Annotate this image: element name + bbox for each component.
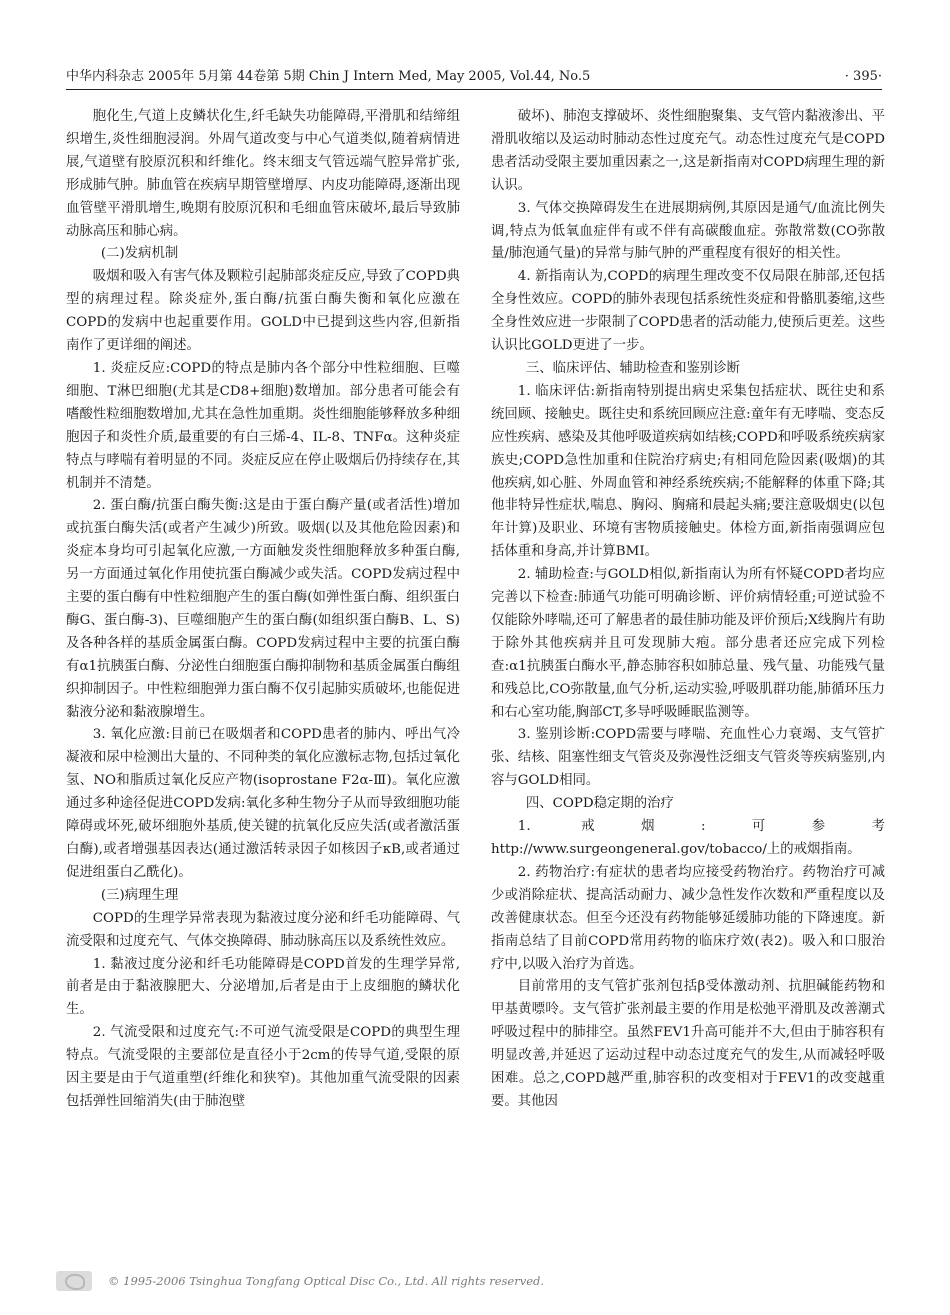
paragraph: 1. 炎症反应:COPD的特点是肺内各个部分中性粒细胞、巨噬细胞、T淋巴细胞(尤其是CD8+细胞)数增加。部分患者可能会有嗜酸性粒细胞数增加,尤其在急性加重期。炎性细胞能够释放多种细胞因子和炎性介质,最重要的有白三烯-4、IL-8、TNFα。这种炎症特点与哮喘有着明显的不同。炎症反应在停止吸烟后仍持续存在,其机制并不清楚。 xyxy=(66,360,460,491)
header-rule xyxy=(66,89,882,90)
paragraph: 4. 新指南认为,COPD的病理生理改变不仅局限在肺部,还包括全身性效应。COPD的肺外表现包括系统性炎症和骨骼肌萎缩,这些全身性效应进一步限制了COPD患者的活动能力,使预后更差。这些认识比GOLD更进了一步。 xyxy=(491,269,885,354)
paragraph: 3. 气体交换障碍发生在进展期病例,其原因是通气/血流比例失调,特点为低氧血症伴有或不伴有高碳酸血症。弥散常数(CO弥散量/肺泡通气量)的异常与肺气肿的严重程度有很好的相关性。 xyxy=(491,200,885,262)
section-heading: 三、临床评估、辅助检查和鉴别诊断 xyxy=(525,360,741,376)
paragraph: 2. 气流受限和过度充气:不可逆气流受限是COPD的典型生理特点。气流受限的主要部位是直径小于2cm的传导气道,受限的原因主要是由于气道重塑(纤维化和狭窄)。其他加重气流受限的因素包括弹性回缩消失(由于肺泡壁 xyxy=(66,1025,460,1109)
paragraph: 3. 鉴别诊断:COPD需要与哮喘、充血性心力衰竭、支气管扩张、结核、阻塞性细支气管炎及弥漫性泛细支气管炎等疾病鉴别,内容与GOLD相同。 xyxy=(491,727,885,789)
paragraph: 吸烟和吸入有害气体及颗粒引起肺部炎症反应,导致了COPD典型的病理过程。除炎症外,蛋白酶/抗蛋白酶失衡和氧化应激在COPD的发病中也起重要作用。GOLD中已提到这些内容,但新指南作了更详细的阐述。 xyxy=(66,269,460,354)
paragraph: 目前常用的支气管扩张剂包括β受体激动剂、抗胆碱能药物和甲基黄嘌呤。支气管扩张剂最主要的作用是松弛平滑肌及改善潮式呼吸过程中的肺排空。虽然FEV1升高可能并不大,但由于肺容积有明显改善,并延迟了运动过程中动态过度充气的发生,从而减轻呼吸困难。总之,COPD越严重,肺容积的改变相对于FEV1的改变越重要。其他因 xyxy=(491,979,885,1109)
paragraph: COPD的生理学异常表现为黏液过度分泌和纤毛功能障碍、气流受限和过度充气、气体交换障碍、肺动脉高压以及系统性效应。 xyxy=(66,910,460,949)
section-heading: (三)病理生理 xyxy=(100,887,179,903)
paragraph: 破坏)、肺泡支撑破坏、炎性细胞聚集、支气管内黏液渗出、平滑肌收缩以及运动时肺动态性过度充气。动态性过度充气是COPD患者活动受限主要加重因素之一,这是新指南对COPD病理生理的新认识。 xyxy=(491,109,885,193)
right-column xyxy=(491,106,885,1114)
paragraph: 1. 临床评估:新指南特别提出病史采集包括症状、既往史和系统回顾、接触史。既往史和系统回顾应注意:童年有无哮喘、变态反应性疾病、感染及其他呼吸道疾病如结核;COPD和呼吸系统疾病家族史;COPD急性加重和住院治疗病史;有相同危险因素(吸烟)的其他疾病,如心脏、外周血管和神经系统疾病;不能解释的体重下降;其他非特异性症状,喘息、胸闷、胸痛和晨起头痛;要注意吸烟史(以包年计算)及职业、环境有害物质接触史。体检方面,新指南强调应包括体重和身高,并计算BMI。 xyxy=(491,383,885,560)
journal-citation: 中华内科杂志 2005年 5月第 44卷第 5期 Chin J Intern Med, May 2005, Vol.44, No.5 xyxy=(66,69,591,84)
paragraph: 1. 戒烟:可参考 http://www.surgeongeneral.gov/tobacco/上的戒烟指南。 xyxy=(491,819,885,857)
paragraph: 2. 药物治疗:有症状的患者均应接受药物治疗。药物治疗可减少或消除症状、提高活动耐力、减少急性发作次数和严重程度以及改善健康状态。但至今还没有药物能够延缓肺功能的下降速度。新指南总结了目前COPD常用药物的临床疗效(表2)。吸入和口服治疗中,以吸入治疗为首选。 xyxy=(491,864,885,972)
paragraph: 3. 氧化应激:目前已在吸烟者和COPD患者的肺内、呼出气冷凝液和尿中检测出大量的、不同种类的氧化应激标志物,包括过氧化氢、NO和脂质过氧化反应产物(isoprostane F2α-Ⅲ)。氧化应激通过多种途径促进COPD发病:氧化多种生物分子从而导致细胞功能障碍或坏死,破坏细胞外基质,使关键的抗氧化反应失活(或者激活蛋白酶),或者增强基因表达(通过激活转录因子如核因子κB,或者通过促进组蛋白乙酰化)。 xyxy=(66,727,460,880)
section-heading: 四、COPD稳定期的治疗 xyxy=(525,796,674,812)
left-column xyxy=(66,106,460,1114)
paragraph: 胞化生,气道上皮鳞状化生,纤毛缺失功能障碍,平滑肌和结缔组织增生,炎性细胞浸润。外周气道改变与中心气道类似,随着病情进展,气道壁有胶原沉积和纤维化。终末细支气管远端气腔异常扩张,形成肺气肿。肺血管在疾病早期管壁增厚、内皮功能障碍,逐渐出现血管壁平滑肌增生,晚期有胶原沉积和毛细血管床破坏,最后导致肺动脉高压和肺心病。 xyxy=(66,109,460,239)
paragraph: 1. 黏液过度分泌和纤毛功能障碍是COPD首发的生理学异常,前者是由于黏液腺肥大、分泌增加,后者是由于上皮细胞的鳞状化生。 xyxy=(66,956,460,1018)
running-header xyxy=(66,66,882,88)
paragraph: 2. 蛋白酶/抗蛋白酶失衡:这是由于蛋白酶产量(或者活性)增加或抗蛋白酶失活(或者产生减少)所致。吸烟(以及其他危险因素)和炎症本身均可引起氧化应激,一方面触发炎性细胞释放多种蛋白酶,另一方面通过氧化作用使抗蛋白酶减少或失活。COPD发病过程中主要的蛋白酶有中性粒细胞产生的蛋白酶(如弹性蛋白酶、组织蛋白酶G、蛋白酶-3)、巨噬细胞产生的蛋白酶(如组织蛋白酶B、L、S)及各种各样的基质金属蛋白酶。COPD发病过程中主要的抗蛋白酶有α1抗胰蛋白酶、分泌性白细胞蛋白酶抑制物和基质金属蛋白酶组织抑制因子。中性粒细胞弹力蛋白酶不仅引起肺实质破坏,也能促进黏液分泌和黏液腺增生。 xyxy=(66,498,460,720)
page-number: · 395· xyxy=(844,69,882,84)
publisher-logo-icon xyxy=(56,1271,92,1291)
paragraph: 2. 辅助检查:与GOLD相似,新指南认为所有怀疑COPD者均应完善以下检查:肺通气功能可明确诊断、评价病情轻重;可逆试验不仅能除外哮喘,还可了解患者的最佳肺功能及评价预后;X线胸片有助于除外其他疾病并且可发现肺大疱。部分患者还应完成下列检查:α1抗胰蛋白酶水平,静态肺容积如肺总量、残气量、功能残气量和残总比,CO弥散量,血气分析,运动实验,呼吸肌群功能,肺循环压力和右心室功能,胸部CT,多导呼吸睡眠监测等。 xyxy=(491,567,885,720)
section-heading: (二)发病机制 xyxy=(100,246,179,262)
copyright-text: © 1995-2006 Tsinghua Tongfang Optical Disc Co., Ltd. All rights reserved. xyxy=(108,1274,545,1288)
copyright-footer xyxy=(56,1270,896,1292)
